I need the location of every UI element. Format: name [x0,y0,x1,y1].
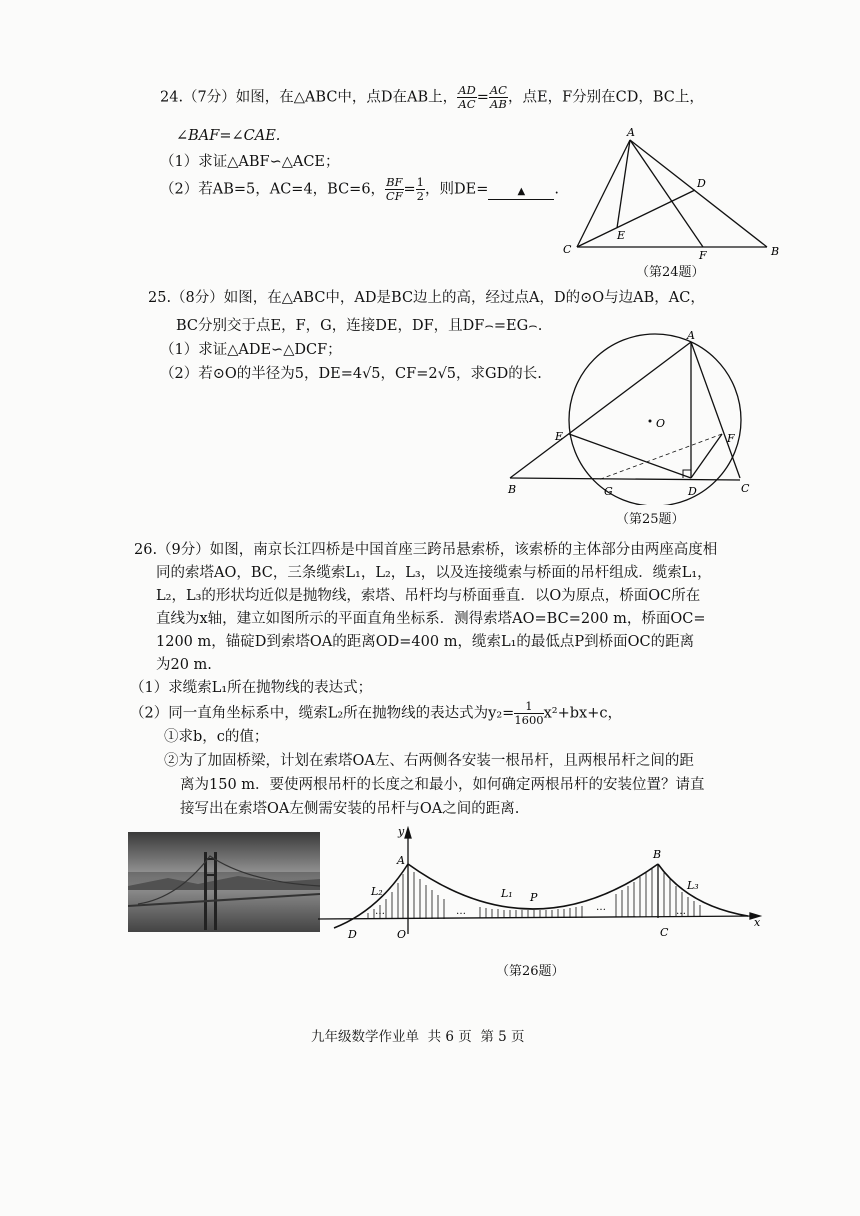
segment-af [630,140,703,247]
q26-fraction [514,700,543,727]
q25-label-c: C [741,482,750,495]
q25-label-f: F [727,432,735,445]
q24-figure [555,125,785,280]
q24-part1: （1）求证△ABF∽△ACE； [160,154,340,170]
q24-caption: （第24题） [636,265,705,280]
q26-label-y: y [398,826,405,838]
q26-line-1: 26.（9分）如图，南京长江四桥是中国首座三跨吊悬索桥，该索桥的主体部分由两座高度相 [134,542,718,558]
fraction-denominator: 2 [416,189,424,203]
q25-label-d: D [688,485,697,498]
q26-label-p: P [530,891,538,904]
q24-label-f: F [699,249,707,262]
q25-label-g: G [604,485,613,498]
q26-label-l3: L₃ [687,879,699,892]
q26-caption: （第26题） [496,964,565,979]
q24-part2-mid: ，则DE= [424,181,489,198]
q25-figure [500,330,765,505]
segment-de [569,434,691,478]
q26-label-b: B [653,848,662,861]
q26-label-c: C [660,926,669,939]
q26-line-2: 同的索塔AO，BC，三条缆索L₁，L₂，L₃，以及连接缆索与桥面的吊杆组成．缆索L₁， [156,565,712,581]
segment-ab [510,342,691,478]
fraction-numerator: 1 [416,175,424,189]
bridge-photo [128,832,320,932]
q24-heading-post: ，点E，F分别在CD，BC上， [507,89,704,106]
q25-label-a: A [687,330,695,342]
center-o [649,420,652,423]
q26-part1: （1）求缆索L₁所在抛物线的表达式； [130,680,373,696]
q24-label-d: D [697,177,706,190]
q26-label-o: O [397,928,407,941]
q24-label-b: B [771,245,780,258]
q25-caption: （第25题） [616,512,685,527]
q24-condition: ∠BAF=∠CAE. [176,128,281,144]
q26-part2-post: x²+bx+c， [543,705,622,722]
q26-label-x: x [754,916,761,929]
fraction-numerator: BF [386,175,403,189]
q26-figure [318,826,768,946]
q26-line-3: L₂，L₃的形状均近似是抛物线，索塔、吊杆均与桥面垂直．以O为原点，桥面OC所在 [156,588,701,604]
q26-part2-pre: （2）同一直角坐标系中，缆索L₂所在抛物线的表达式为y₂= [130,705,515,722]
q26-sub2-line-1: ②为了加固桥梁，计划在索塔OA左、右两侧各安装一根吊杆，且两根吊杆之间的距 [164,753,694,769]
segment-ac [691,342,740,478]
equals-sign: = [476,89,489,106]
q25-heading: 25.（8分）如图，在△ABC中，AD是BC边上的高，经过点A，D的⊙O与边AB，AC， [148,290,705,306]
q25-part1: （1）求证△ADE∽△DCF； [160,342,342,358]
q24-part2-end: . [554,181,559,198]
q25-label-b: B [508,483,517,496]
dots-l2: … [375,906,385,917]
q24-fraction-half [416,176,425,203]
q26-part2 [130,700,622,727]
dots-l1-left: … [456,906,466,917]
answer-blank[interactable]: ▲ [488,185,554,200]
q24-fraction-ac-ab [489,84,508,111]
q24-heading-pre: 24.（7分）如图，在△ABC中，点D在AB上， [160,89,458,106]
fraction-denominator: AB [490,97,507,111]
fraction-numerator: 1 [514,700,543,714]
q26-label-a: A [397,854,405,867]
dots-l1-right: … [596,902,606,913]
q24-heading [160,84,704,111]
q26-sub2-line-3: 接写出在索塔OA左侧需安装的吊杆与OA之间的距离. [180,801,520,817]
segment-gf [598,434,722,480]
q24-part2-pre: （2）若AB=5，AC=4，BC=6， [160,181,386,198]
q24-fraction-bf-cf [385,176,403,203]
q24-label-e: E [617,229,626,242]
q26-label-l2: L₂ [371,885,383,898]
q25-label-o: O [656,417,666,430]
segment-cd [577,190,695,247]
q25-part2: （2）若⊙O的半径为5，DE=4√5，CF=2√5，求GD的长. [160,366,542,382]
fraction-denominator: 1600 [514,713,544,727]
q25-label-e: E [555,430,564,443]
segment-df [691,434,722,478]
segment-ab [630,140,767,247]
q24-fraction-ad-ac [457,84,477,111]
q24-part2: （2）若AB=5，AC=4，BC=6， $\frac{BF}{CF}$ = $\frac{1}{2}$ ，则DE= ▲ . [160,175,559,203]
fraction-denominator: CF [385,189,403,203]
cable-l3 [658,864,748,916]
fraction-numerator: AD [458,83,476,97]
q26-sub2-line-2: 离为150 m．要使两根吊杆的长度之和最小，如何确定两根吊杆的安装位置？请直 [180,777,705,793]
fraction-numerator: AC [489,83,507,97]
q25-condition: BC分别交于点E，F，G，连接DE，DF，且DF⌢=EG⌢. [176,318,543,334]
q26-line-5: 1200 m，锚碇D到索塔OA的距离OD=400 m，缆索L₁的最低点P到桥面OC的距离 [156,634,695,650]
q24-label-a: A [627,126,635,139]
q24-label-c: C [563,243,572,256]
segment-bc [510,478,740,480]
y-axis-arrow [405,828,411,838]
q26-label-l1: L₁ [501,887,513,900]
q26-line-4: 直线为x轴，建立如图所示的平面直角坐标系．测得索塔AO=BC=200 m，桥面OC= [156,611,706,627]
fraction-denominator: AC [458,97,476,111]
q26-line-6: 为20 m. [156,657,212,673]
q26-sub1: ①求b，c的值； [164,729,269,745]
q26-label-d: D [348,928,357,941]
page-footer: 九年级数学作业单 共 6 页 第 5 页 [311,1029,525,1045]
dots-l3: … [676,906,686,917]
